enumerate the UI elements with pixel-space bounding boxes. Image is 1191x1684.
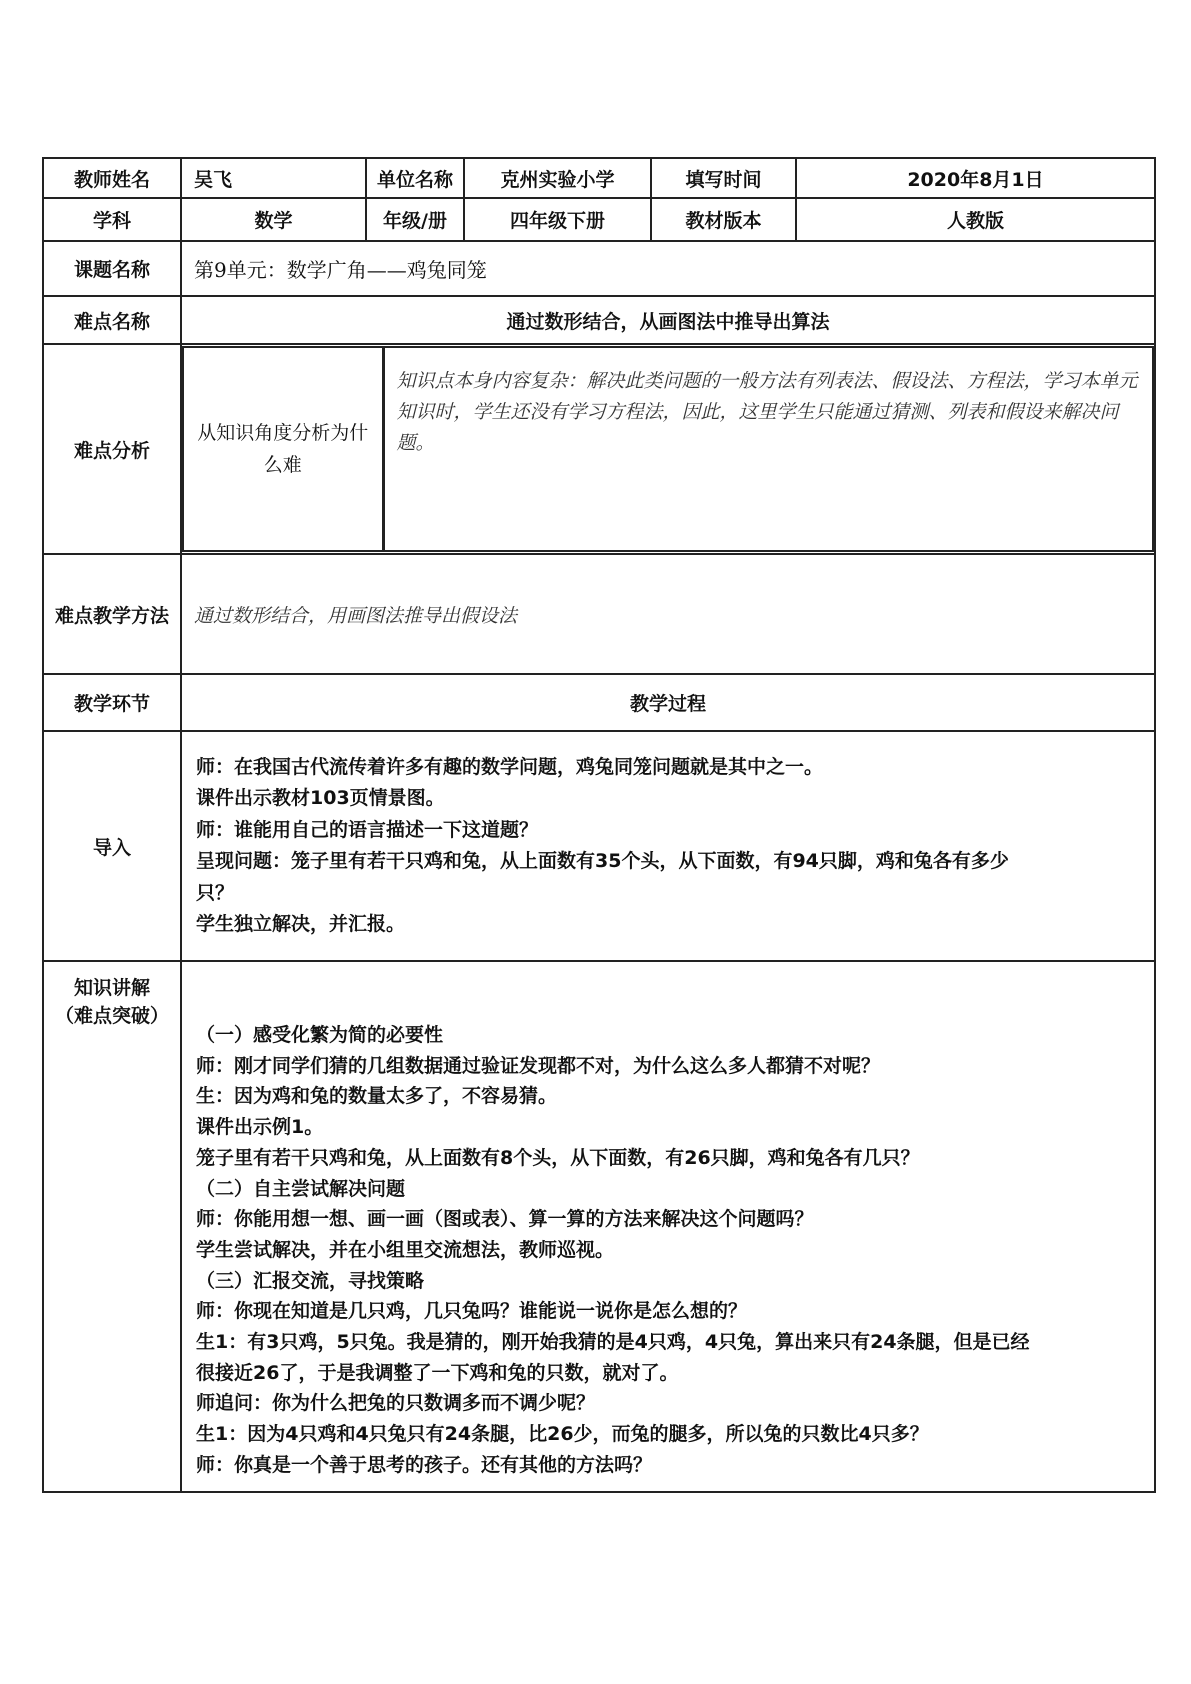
knowledge-line: 笼子里有若干只鸡和兔，从上面数有8个头，从下面数，有26只脚，鸡和兔各有几只？ [196, 1146, 920, 1169]
analysis-inner-table [182, 346, 1154, 552]
unit-label: 单位名称 [366, 158, 464, 198]
analysis-text: 知识点本身内容复杂：解决此类问题的一般方法有列表法、假设法、方程法，学习本单元知识时，学生还没有学习方程法，因此，这里学生只能通过猜测、列表和假设来解决问题。 [383, 347, 1153, 551]
knowledge-line: 师追问：你为什么把兔的只数调多而不调少呢？ [196, 1392, 596, 1415]
topic-value: 第9单元：数学广角——鸡兔同笼 [181, 241, 1155, 296]
topic-label: 课题名称 [43, 241, 181, 296]
intro-line: 只？ [196, 881, 235, 904]
intro-label: 导入 [43, 731, 181, 961]
unit-value: 克州实验小学 [464, 158, 651, 198]
difficulty-row [43, 296, 1155, 344]
knowledge-label-line1: 知识讲解 [73, 977, 150, 999]
intro-line: 师：在我国古代流传着许多有趣的数学问题，鸡兔同笼问题就是其中之一。 [196, 755, 824, 778]
knowledge-line: 生：因为鸡和兔的数量太多了，不容易猜。 [196, 1085, 558, 1108]
subject-label: 学科 [43, 198, 181, 241]
process-header-row [43, 674, 1155, 731]
intro-line: 课件出示教材103页情景图。 [196, 787, 445, 809]
difficulty-label: 难点名称 [43, 296, 181, 344]
intro-content [181, 731, 1155, 961]
knowledge-line: （二）自主尝试解决问题 [196, 1177, 406, 1200]
knowledge-line: 师：你现在知道是几只鸡，几只兔吗？谁能说一说你是怎么想的？ [196, 1300, 748, 1323]
knowledge-line: 师：你能用想一想、画一画（图或表）、算一算的方法来解决这个问题吗？ [196, 1208, 814, 1231]
knowledge-line: 生1：因为4只鸡和4只兔只有24条腿，比26少，而兔的腿多，所以兔的只数比4只多？ [196, 1423, 929, 1446]
method-label: 难点教学方法 [43, 554, 181, 674]
method-row [43, 554, 1155, 674]
method-value: 通过数形结合，用画图法推导出假设法 [181, 554, 1155, 674]
info-row-2 [43, 198, 1155, 241]
intro-line: 学生独立解决，并汇报。 [196, 913, 406, 935]
edition-value: 人教版 [796, 198, 1155, 241]
analysis-row [43, 344, 1155, 554]
knowledge-line: 很接近26了，于是我调整了一下鸡和兔的只数，就对了。 [196, 1361, 679, 1384]
difficulty-value: 通过数形结合，从画图法中推导出算法 [181, 296, 1155, 344]
knowledge-content [181, 961, 1155, 1492]
knowledge-line: （一）感受化繁为简的必要性 [196, 1024, 444, 1046]
analysis-angle: 从知识角度分析为什么难 [183, 347, 383, 551]
edition-label: 教材版本 [651, 198, 796, 241]
lesson-plan-table [42, 157, 1156, 1493]
intro-line: 呈现问题：笼子里有若干只鸡和兔，从上面数有35个头，从下面数，有94只脚，鸡和兔各有多少 [196, 850, 1009, 872]
knowledge-line: 生1：有3只鸡，5只兔。我是猜的，刚开始我猜的是4只鸡，4只兔，算出来只有24条腿，但是已经 [196, 1331, 1030, 1354]
intro-line: 师：谁能用自己的语言描述一下这道题？ [196, 818, 539, 841]
knowledge-line: 师：你真是一个善于思考的孩子。还有其他的方法吗？ [196, 1453, 653, 1476]
knowledge-line: 师：刚才同学们猜的几组数据通过验证发现都不对，为什么这么多人都猜不对呢？ [196, 1054, 881, 1077]
knowledge-label-line2: （难点突破） [54, 1005, 169, 1027]
knowledge-line: 学生尝试解决，并在小组里交流想法，教师巡视。 [196, 1238, 615, 1261]
grade-value: 四年级下册 [464, 198, 651, 241]
stage-label: 教学环节 [43, 674, 181, 731]
knowledge-row [43, 961, 1155, 1492]
topic-row [43, 241, 1155, 296]
teacher-value: 吴飞 [181, 158, 366, 198]
subject-value: 数学 [181, 198, 366, 241]
time-value: 2020年8月1日 [796, 158, 1155, 198]
process-label: 教学过程 [181, 674, 1155, 731]
knowledge-line: （三）汇报交流，寻找策略 [196, 1269, 425, 1292]
analysis-label: 难点分析 [43, 344, 181, 554]
teacher-label: 教师姓名 [43, 158, 181, 198]
grade-label: 年级/册 [366, 198, 464, 241]
knowledge-line: 课件出示例1。 [196, 1116, 324, 1139]
time-label: 填写时间 [651, 158, 796, 198]
info-row-1 [43, 158, 1155, 198]
intro-row [43, 731, 1155, 961]
knowledge-label [43, 961, 181, 1492]
